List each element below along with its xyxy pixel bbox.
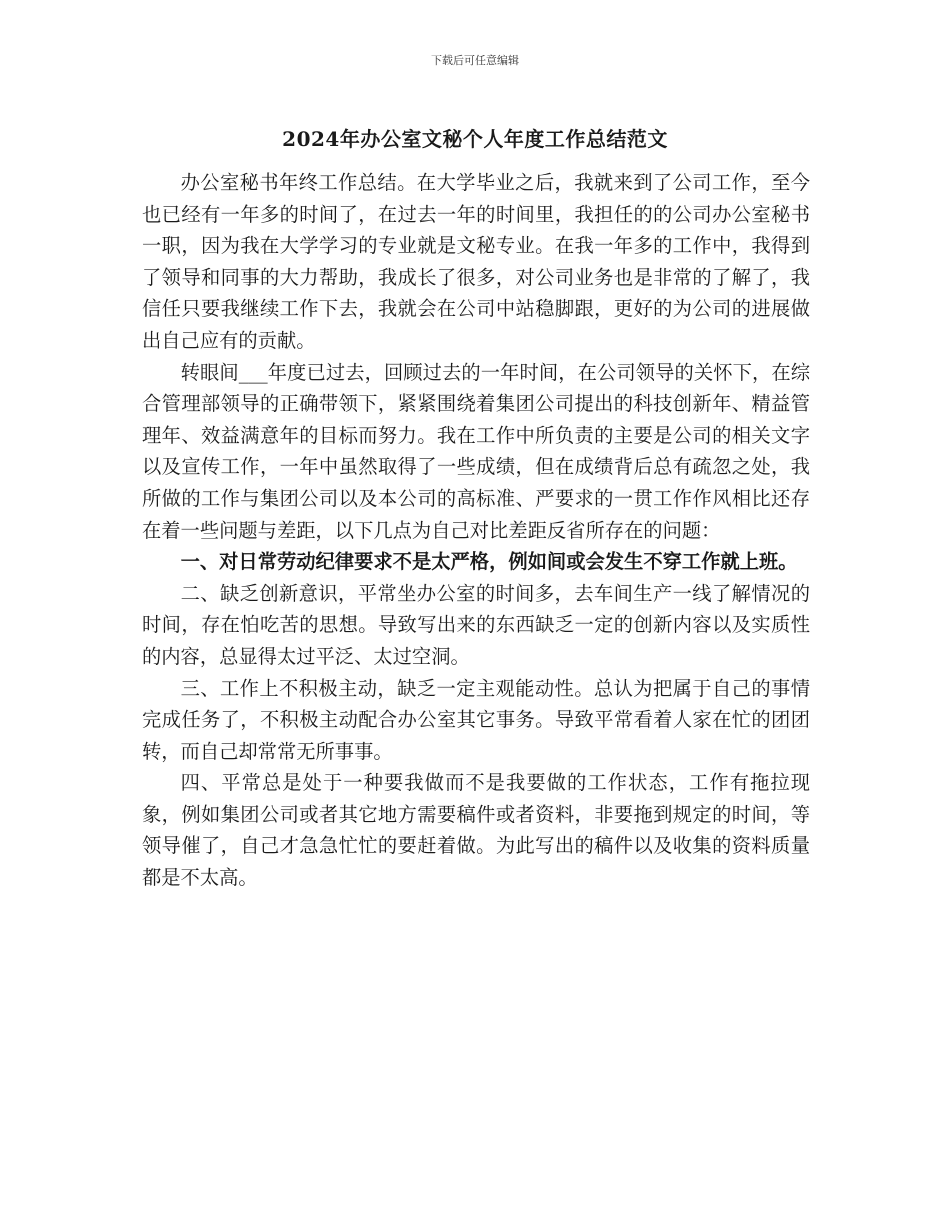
- document-title: 2024年办公室文秘个人年度工作总结范文: [282, 127, 668, 151]
- document-body: [142, 167, 810, 894]
- paragraph-issue-4: 四、平常总是处于一种要我做而不是我要做的工作状态，工作有拖拉现象，例如集团公司或者其它地方需要稿件或者资料，非要拖到规定的时间，等领导催了，自己才急急忙忙的要赶着做。为此写出的稿件以及收集的资料质量都是不太高。: [142, 771, 810, 890]
- paragraph-issue-1: 一、对日常劳动纪律要求不是太严格，例如间或会发生不穿工作就上班。: [180, 550, 798, 574]
- paragraph-issue-2: 二、缺乏创新意识，平常坐办公室的时间多，去车间生产一线了解情况的时间，存在怕吃苦的思想。导致写出来的东西缺乏一定的创新内容以及实质性的内容，总显得太过平泛、太过空洞。: [142, 581, 810, 668]
- paragraph-issue-3: 三、工作上不积极主动，缺乏一定主观能动性。总认为把属于自己的事情完成任务了，不积极主动配合办公室其它事务。导致平常看着人家在忙的团团转，而自己却常常无所事事。: [142, 676, 810, 763]
- page-header-note: 下载后可任意编辑: [431, 54, 519, 67]
- paragraph-intro: 办公室秘书年终工作总结。在大学毕业之后，我就来到了公司工作，至今也已经有一年多的时间了，在过去一年的时间里，我担任的的公司办公室秘书一职，因为我在大学学习的专业就是文秘专业。在我一年多的工作中，我得到了领导和同事的大力帮助，我成长了很多，对公司业务也是非常的了解了，我信任只要我继续工作下去，我就会在公司中站稳脚跟，更好的为公司的进展做出自己应有的贡献。: [142, 171, 810, 352]
- paragraph-review: 转眼间___年度已过去，回顾过去的一年时间，在公司领导的关怀下，在综合管理部领导的正确带领下，紧紧围绕着集团公司提出的科技创新年、精益管理年、效益满意年的目标而努力。我在工作中所负责的主要是公司的相关文字以及宣传工作，一年中虽然取得了一些成绩，但在成绩背后总有疏忽之处，我所做的工作与集团公司以及本公司的高标准、严要求的一贯工作作风相比还存在着一些问题与差距，以下几点为自己对比差距反省所存在的问题：: [142, 360, 810, 542]
